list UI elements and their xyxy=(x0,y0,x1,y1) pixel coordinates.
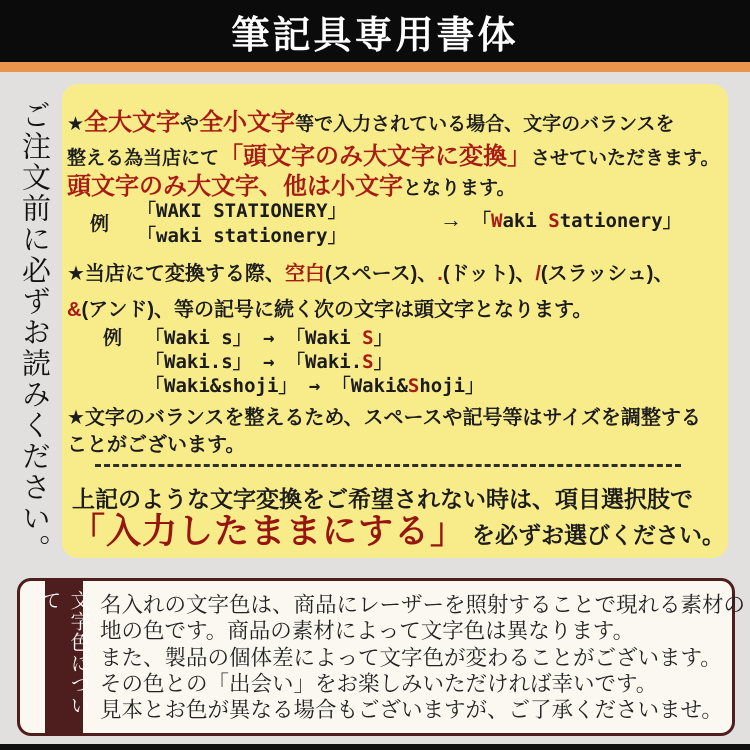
example1-input2: 「waki stationery」 xyxy=(137,225,347,247)
emphasis-keep-as-entered: 「入力したままにする」 xyxy=(70,512,467,551)
example1-output: 「Waki Stationery」 xyxy=(472,210,682,232)
emphasis-all-uppercase: 全大文字 xyxy=(84,109,181,136)
example1-label: 例 xyxy=(90,214,110,235)
bullet1-l3-tail: となります。 xyxy=(403,178,516,199)
red-letter-S: S xyxy=(362,327,374,349)
example2-row2: 「Waki.s」 → 「Waki.S」 xyxy=(145,351,393,373)
bullet1-l2-pre: 整える為当店にて xyxy=(67,148,220,169)
example2-row3: 「Waki&shoji」 → 「Waki&Shoji」 xyxy=(145,375,485,397)
text-color-description xyxy=(100,592,745,723)
bullet2-line1: ★当店にて変換する際、 空白 (スペース)、 . (ドット)、 / (スラッシュ)、 xyxy=(67,257,673,286)
bottom-black-strip xyxy=(0,744,750,750)
emphasis-all-lowercase: 全小文字 xyxy=(199,109,296,136)
color-line: また、製品の個体差によって文字色が変わることがございます。 xyxy=(100,645,722,670)
bullet1-line1 xyxy=(67,102,675,137)
text-color-label-vertical: 文字色について xyxy=(38,590,89,716)
color-line: 見本とお色が異なる場合もございますが、ご了承くださいませ。 xyxy=(100,698,723,723)
bullet2-line2: & (アンド)、等の記号に続く次の文字は頭文字となります。 xyxy=(67,299,593,321)
red-letter-S: S xyxy=(407,375,420,397)
color-line: 地の色です。商品の素材によって文字色は異なります。 xyxy=(100,619,635,644)
text-color-label-strip xyxy=(38,581,89,733)
bullet3-line2: ことがございます。 xyxy=(67,434,246,456)
footer-line1: 上記のような文字変換をご希望されない時は、項目選択肢で xyxy=(72,486,693,512)
read-before-order-vertical-text: ご注文前に必ずお読みください。 xyxy=(18,100,50,565)
example1-input1: 「WAKI STATIONERY」 xyxy=(137,200,347,222)
arrow-right-icon: → xyxy=(440,207,462,232)
example2-label: 例 xyxy=(103,328,123,349)
text-color-info-box xyxy=(17,578,746,736)
emphasis-first-letter-capital: 頭文字のみ大文字、他は小文字 xyxy=(67,173,403,200)
emphasis-slash: / xyxy=(535,263,541,285)
dashed-divider xyxy=(95,464,681,467)
emphasis-space: 空白 xyxy=(284,263,325,285)
example1-result xyxy=(440,206,682,233)
star-bullet-icon: ★ xyxy=(67,114,85,135)
font-conversion-panel xyxy=(62,84,728,558)
page-title: 筆記具専用書体 xyxy=(231,14,519,57)
color-line: その色との「出会い」をお楽しみいただければ幸いです。 xyxy=(100,671,658,696)
bullet1-mid: や xyxy=(180,114,200,135)
example2-row1: 「Waki s」 → 「Waki S」 xyxy=(145,327,393,349)
emphasis-capitalize-conversion: 「頭文字のみ大文字に変換」 xyxy=(219,143,532,170)
red-letter-W: W xyxy=(491,210,503,232)
footer-line2: 「入力したままにする」 を必ずお選びください。 xyxy=(70,504,725,554)
header-bar xyxy=(0,0,750,62)
color-line: 名入れの文字色は、商品にレーザーを照射することで現れる素材の xyxy=(100,593,746,617)
bullet1-tail: 等で入力されている場合、文字のバランスを xyxy=(295,114,675,135)
accent-divider xyxy=(0,62,750,72)
emphasis-ampersand: & xyxy=(67,299,82,321)
bullet1-l2-tail: させていただきます。 xyxy=(531,148,720,169)
bullet3-line1: ★文字のバランスを整えるため、スペースや記号等はサイズを調整する xyxy=(67,407,701,429)
red-letter-S: S xyxy=(362,351,374,373)
red-letter-S: S xyxy=(548,210,560,232)
emphasis-dot: . xyxy=(437,263,443,285)
